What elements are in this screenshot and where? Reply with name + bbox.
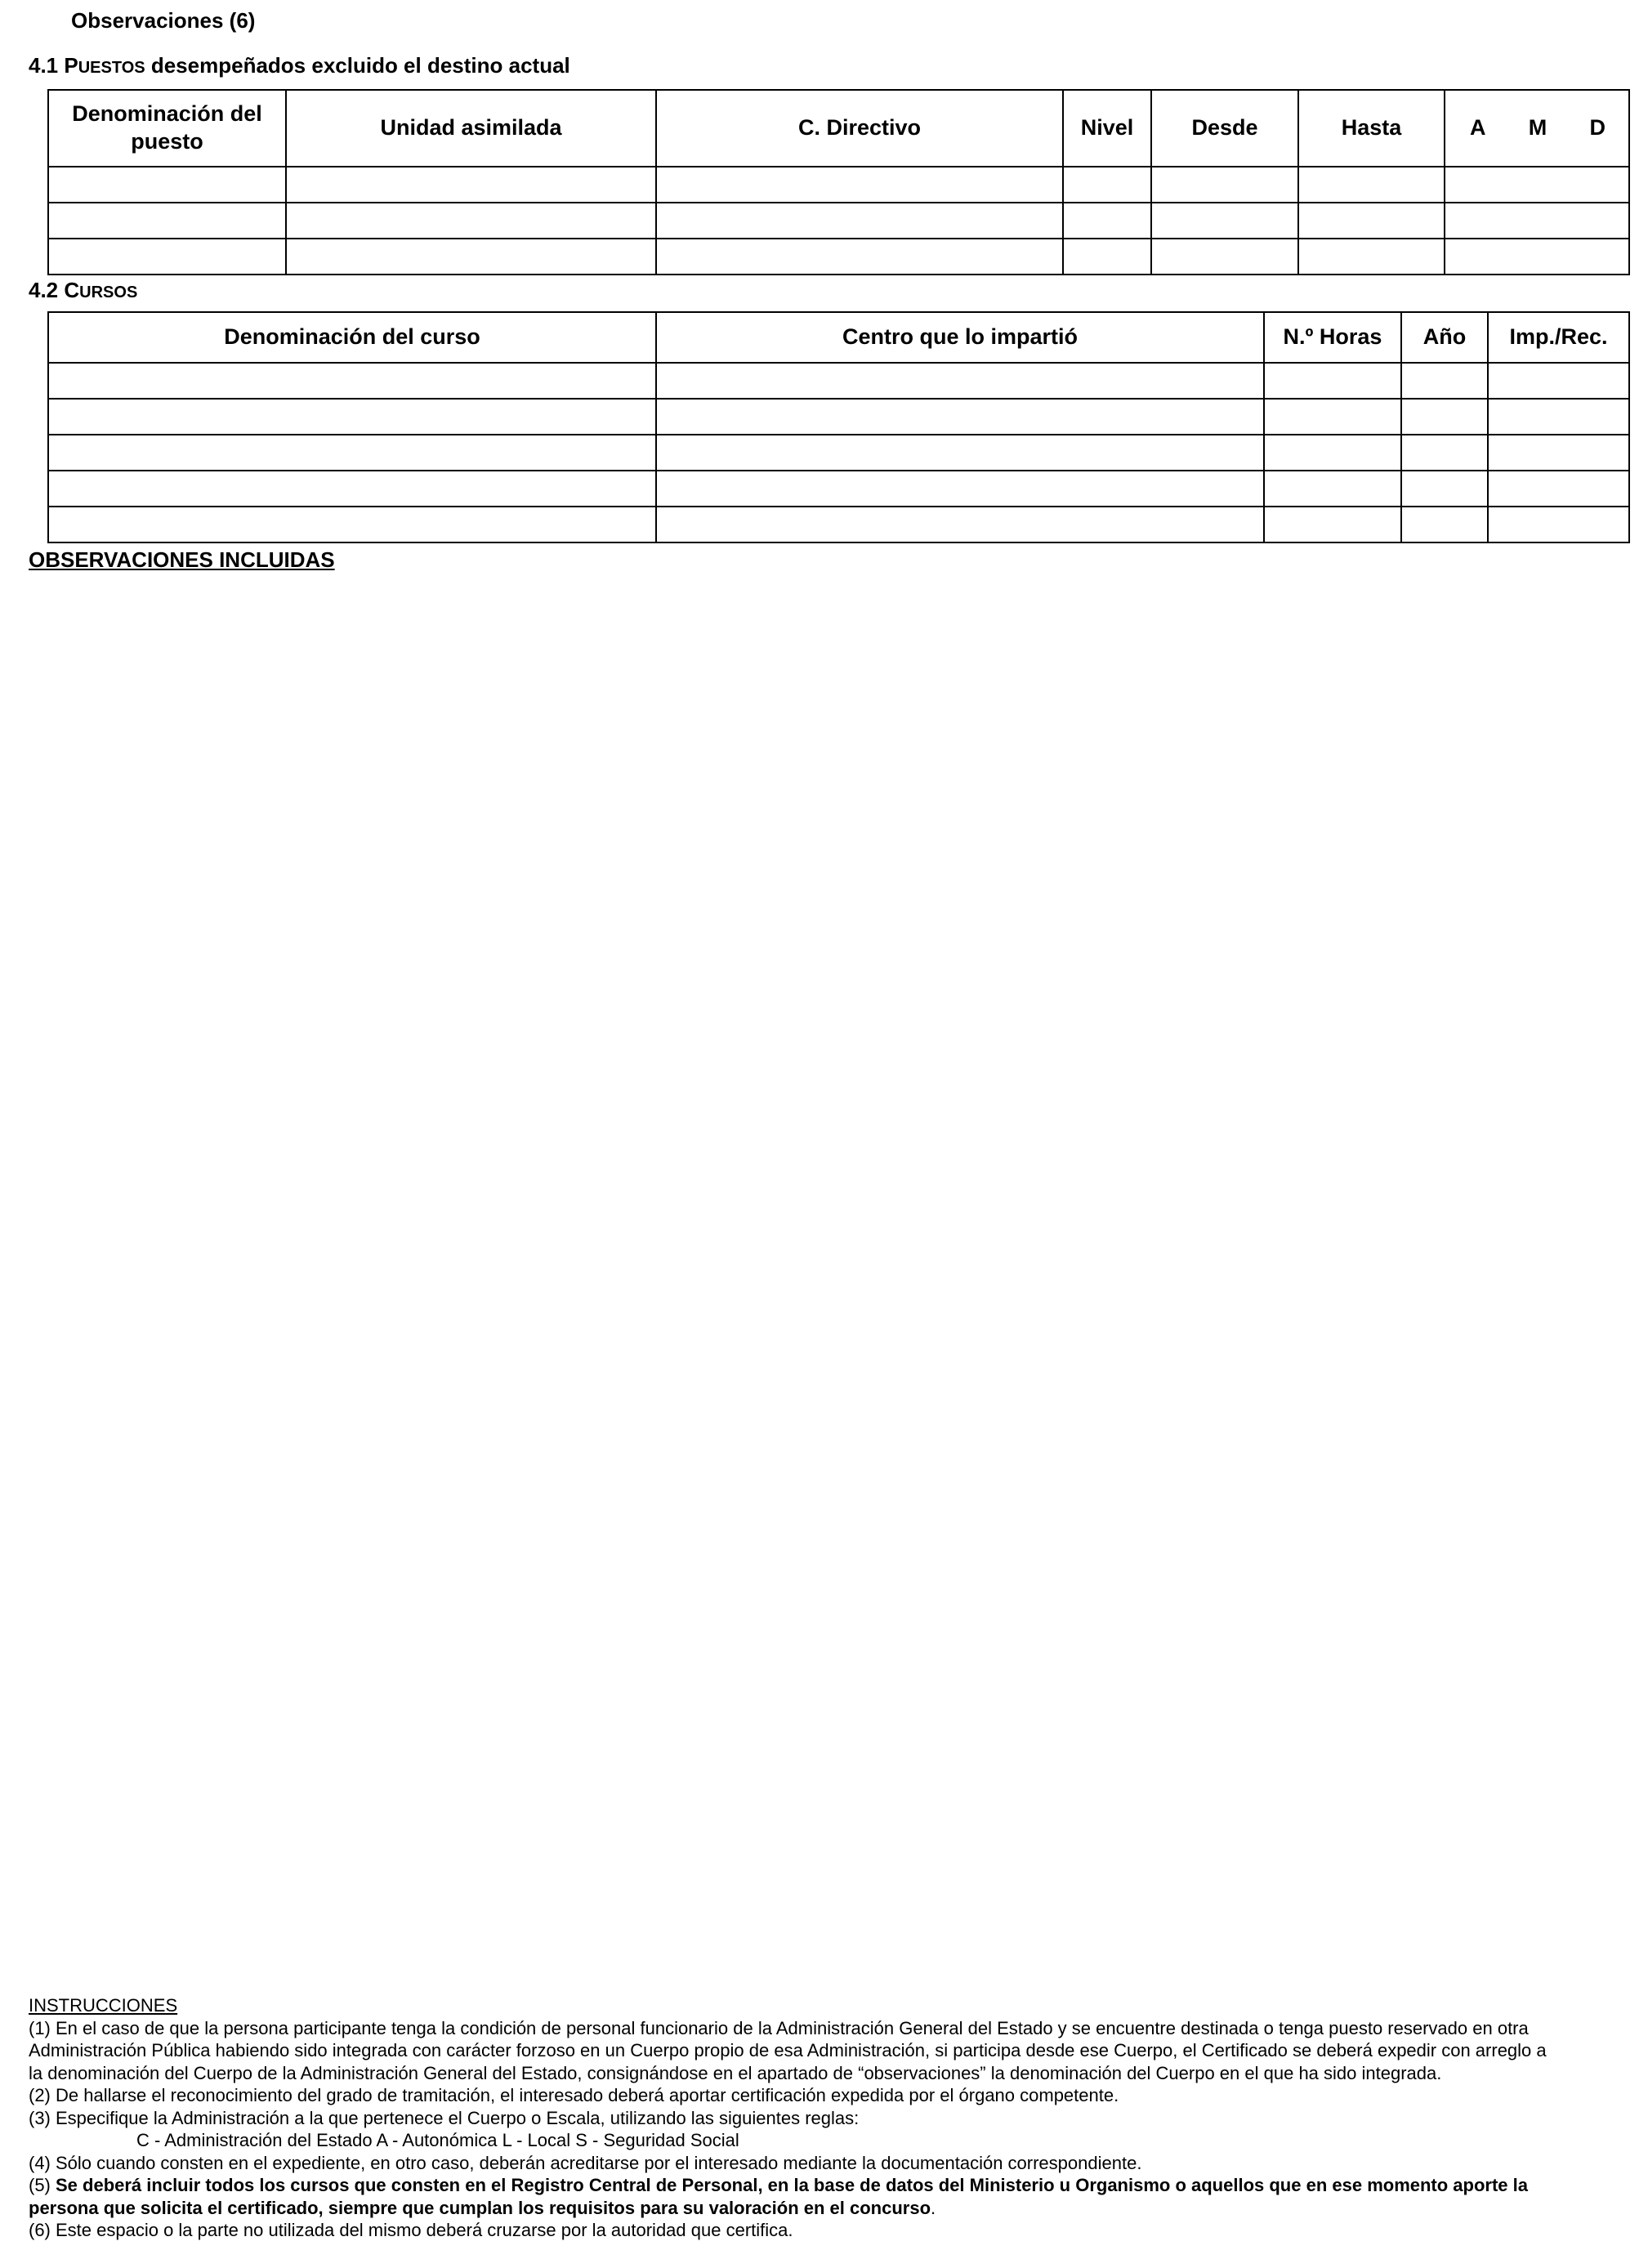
table-cell[interactable] — [656, 471, 1264, 507]
observaciones-label: Observaciones (6) — [71, 8, 256, 33]
section-title-first: C — [64, 278, 80, 302]
instruccion-line — [29, 2197, 1646, 2220]
table-cell[interactable] — [286, 203, 656, 239]
col-imp-rec: Imp./Rec. — [1488, 312, 1629, 363]
section-4-1-heading — [29, 53, 570, 78]
table-cell[interactable] — [1401, 399, 1488, 435]
table-row — [48, 399, 1629, 435]
table-cell[interactable] — [1264, 507, 1401, 542]
table-cell[interactable] — [656, 399, 1264, 435]
section-title-rest: desempeñados excluido el destino actual — [150, 53, 570, 78]
col-m: M — [1528, 115, 1548, 141]
col-amd — [1445, 90, 1629, 167]
table-cell[interactable] — [1488, 507, 1629, 542]
table-cell[interactable] — [1264, 471, 1401, 507]
col-denominacion-curso: Denominación del curso — [48, 312, 656, 363]
col-a: A — [1470, 115, 1486, 141]
table-cell[interactable] — [1264, 363, 1401, 399]
table-cell[interactable] — [1264, 435, 1401, 471]
table-cell[interactable] — [48, 363, 656, 399]
section-title-first: P — [64, 53, 78, 78]
table-cell[interactable] — [1445, 239, 1629, 275]
cursos-table — [47, 311, 1630, 543]
instruccion-line: (4) Sólo cuando consten en el expediente, en otro caso, deberán acreditarse por el interesado mediante la documentación correspondiente. — [29, 2152, 1142, 2173]
table-cell[interactable] — [1063, 203, 1151, 239]
col-unidad-asimilada: Unidad asimilada — [286, 90, 656, 167]
instruccion-line: la denominación del Cuerpo de la Administración General del Estado, consignándose en el apartado de “observaciones” la denominación del Cuerpo en el que ha sido integrada. — [29, 2062, 1442, 2083]
table-cell[interactable] — [48, 203, 286, 239]
col-centro: Centro que lo impartió — [656, 312, 1264, 363]
table-cell[interactable] — [1298, 239, 1445, 275]
table-row — [48, 239, 1629, 275]
table-cell[interactable] — [1488, 399, 1629, 435]
col-ano: Año — [1401, 312, 1488, 363]
section-number: 4.2 — [29, 278, 59, 302]
table-cell[interactable] — [48, 471, 656, 507]
table-cell[interactable] — [656, 203, 1063, 239]
table-cell[interactable] — [1298, 203, 1445, 239]
table-cell[interactable] — [1151, 203, 1298, 239]
table-cell[interactable] — [1264, 399, 1401, 435]
table-cell[interactable] — [1488, 363, 1629, 399]
col-d: D — [1589, 115, 1606, 141]
table-cell[interactable] — [48, 507, 656, 542]
table-header-row — [48, 90, 1629, 167]
table-cell[interactable] — [1151, 167, 1298, 203]
table-cell[interactable] — [656, 167, 1063, 203]
section-4-2-heading — [29, 278, 137, 303]
instruccion-line: (6) Este espacio o la parte no utilizada del mismo deberá cruzarse por la autoridad que certifica. — [29, 2220, 793, 2240]
instruccion-line: (1) En el caso de que la persona participante tenga la condición de personal funcionario de la Administración General del Estado y se encuentre destinada o tenga puesto reservado en otra — [29, 2017, 1529, 2038]
instrucciones-title: INSTRUCCIONES — [29, 1995, 178, 2016]
table-cell[interactable] — [48, 399, 656, 435]
table-row — [48, 507, 1629, 542]
table-cell[interactable] — [1151, 239, 1298, 275]
table-cell[interactable] — [1445, 167, 1629, 203]
instruccion-line: (3) Especifique la Administración a la que pertenece el Cuerpo o Escala, utilizando las siguientes reglas: — [29, 2107, 860, 2128]
table-cell[interactable] — [1298, 167, 1445, 203]
table-cell[interactable] — [1488, 435, 1629, 471]
table-cell[interactable] — [656, 507, 1264, 542]
instruccion-line: (2) De hallarse el reconocimiento del grado de tramitación, el interesado deberá aportar certificación expedida por el órgano competente. — [29, 2085, 1119, 2105]
table-cell[interactable] — [1401, 471, 1488, 507]
table-cell[interactable] — [1063, 239, 1151, 275]
table-row — [48, 435, 1629, 471]
col-c-directivo: C. Directivo — [656, 90, 1063, 167]
section-title-smallcaps: UESTOS — [78, 59, 145, 77]
table-cell[interactable] — [48, 239, 286, 275]
puestos-table — [47, 89, 1630, 275]
table-row — [48, 167, 1629, 203]
table-cell[interactable] — [1401, 363, 1488, 399]
instrucciones-block — [29, 1994, 1646, 2242]
table-cell[interactable] — [656, 435, 1264, 471]
section-number: 4.1 — [29, 53, 59, 78]
table-cell[interactable] — [1063, 167, 1151, 203]
instruccion-line — [29, 2174, 1646, 2197]
instruccion-bold-text: persona que solicita el certificado, siempre que cumplan los requisitos para su valoración en el concurso — [29, 2197, 931, 2218]
col-horas: N.º Horas — [1264, 312, 1401, 363]
instruccion-end: . — [931, 2197, 936, 2218]
table-cell[interactable] — [1401, 507, 1488, 542]
table-cell[interactable] — [656, 239, 1063, 275]
table-row — [48, 203, 1629, 239]
col-nivel: Nivel — [1063, 90, 1151, 167]
instruccion-prefix: (5) — [29, 2175, 56, 2195]
section-title-smallcaps: URSOS — [79, 284, 138, 301]
table-cell[interactable] — [286, 239, 656, 275]
table-cell[interactable] — [286, 167, 656, 203]
instruccion-line: Administración Pública habiendo sido integrada con carácter forzoso en un Cuerpo propio de esa Administración, si participa desde ese Cuerpo, el Certificado se deberá expedir con arreglo a — [29, 2040, 1547, 2060]
col-desde: Desde — [1151, 90, 1298, 167]
table-cell[interactable] — [1488, 471, 1629, 507]
administration-codes: C - Administración del Estado A - Autonómica L - Local S - Seguridad Social — [136, 2130, 739, 2150]
table-cell[interactable] — [1401, 435, 1488, 471]
observaciones-incluidas-heading: OBSERVACIONES INCLUIDAS — [29, 547, 335, 572]
table-cell[interactable] — [1445, 203, 1629, 239]
col-hasta: Hasta — [1298, 90, 1445, 167]
instruccion-bold-text: Se deberá incluir todos los cursos que consten en el Registro Central de Personal, en la base de datos del Ministerio u Organismo o aquellos que en ese momento aporte la — [56, 2175, 1529, 2195]
table-row — [48, 471, 1629, 507]
table-cell[interactable] — [48, 167, 286, 203]
col-denominacion-puesto: Denominación del puesto — [48, 90, 286, 167]
table-header-row — [48, 312, 1629, 363]
table-cell[interactable] — [656, 363, 1264, 399]
table-row — [48, 363, 1629, 399]
table-cell[interactable] — [48, 435, 656, 471]
